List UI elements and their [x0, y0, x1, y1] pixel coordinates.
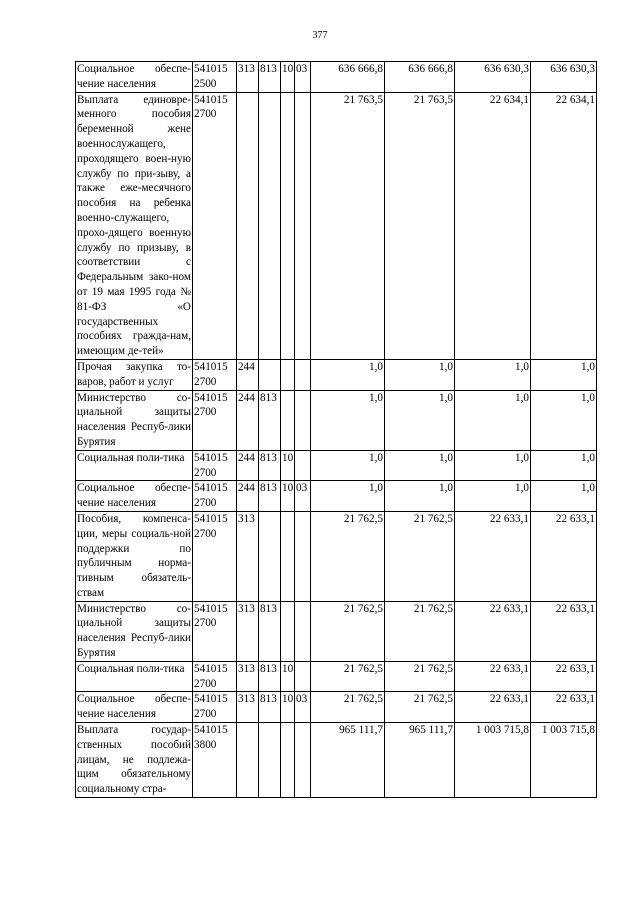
row-value-4: 1,0 [531, 481, 597, 512]
row-csr: 541015 3800 [193, 723, 237, 798]
row-value-4: 22 633,1 [531, 601, 597, 661]
row-name: Прочая закупка то-варов, работ и услуг [76, 359, 193, 390]
row-value-2: 21 762,5 [385, 601, 455, 661]
row-csr: 541015 2700 [193, 450, 237, 481]
row-csr: 541015 2700 [193, 92, 237, 359]
row-vr: 244 [237, 390, 259, 450]
row-rz [281, 92, 295, 359]
row-vr: 313 [237, 661, 259, 692]
row-csr: 541015 2700 [193, 481, 237, 512]
row-value-1: 21 762,5 [311, 601, 385, 661]
row-pr [295, 359, 311, 390]
table-row [76, 390, 597, 450]
row-value-4: 1 003 715,8 [531, 723, 597, 798]
row-value-1: 1,0 [311, 481, 385, 512]
row-rz [281, 359, 295, 390]
row-value-4: 22 633,1 [531, 511, 597, 601]
budget-table [75, 61, 597, 798]
table-row [76, 450, 597, 481]
row-vr: 244 [237, 450, 259, 481]
row-name: Министерство со-циальной защиты населения Респуб-лики Бурятия [76, 601, 193, 661]
row-csr: 541015 2700 [193, 511, 237, 601]
row-value-4: 22 634,1 [531, 92, 597, 359]
row-value-1: 1,0 [311, 359, 385, 390]
row-pr: 03 [295, 62, 311, 93]
row-vr [237, 92, 259, 359]
table-row [76, 92, 597, 359]
row-pr: 03 [295, 692, 311, 723]
row-value-1: 965 111,7 [311, 723, 385, 798]
row-name: Социальное обеспе-чение населения [76, 692, 193, 723]
row-value-3: 1,0 [455, 481, 531, 512]
table-row [76, 723, 597, 798]
table-row [76, 511, 597, 601]
row-value-3: 22 634,1 [455, 92, 531, 359]
row-value-1: 1,0 [311, 450, 385, 481]
row-pr [295, 723, 311, 798]
row-grbs [259, 359, 281, 390]
row-grbs [259, 511, 281, 601]
row-rz [281, 390, 295, 450]
row-value-2: 1,0 [385, 390, 455, 450]
row-csr: 541015 2700 [193, 661, 237, 692]
row-grbs: 813 [259, 450, 281, 481]
row-csr: 541015 2700 [193, 601, 237, 661]
row-value-3: 1 003 715,8 [455, 723, 531, 798]
table-row [76, 481, 597, 512]
row-value-3: 1,0 [455, 390, 531, 450]
row-csr: 541015 2700 [193, 692, 237, 723]
row-value-1: 21 763,5 [311, 92, 385, 359]
row-rz: 10 [281, 692, 295, 723]
row-vr: 313 [237, 692, 259, 723]
row-value-2: 21 762,5 [385, 661, 455, 692]
row-value-2: 965 111,7 [385, 723, 455, 798]
row-rz [281, 723, 295, 798]
row-csr: 541015 2700 [193, 390, 237, 450]
row-grbs: 813 [259, 62, 281, 93]
row-rz: 10 [281, 661, 295, 692]
row-grbs: 813 [259, 692, 281, 723]
row-value-4: 1,0 [531, 359, 597, 390]
table-row [76, 661, 597, 692]
row-csr: 541015 2500 [193, 62, 237, 93]
row-value-2: 21 762,5 [385, 511, 455, 601]
row-value-3: 22 633,1 [455, 661, 531, 692]
row-rz: 10 [281, 62, 295, 93]
row-value-2: 636 666,8 [385, 62, 455, 93]
row-value-3: 22 633,1 [455, 692, 531, 723]
row-value-2: 1,0 [385, 450, 455, 481]
row-value-4: 1,0 [531, 450, 597, 481]
row-value-4: 636 630,3 [531, 62, 597, 93]
row-value-3: 22 633,1 [455, 601, 531, 661]
table-row [76, 359, 597, 390]
row-pr: 03 [295, 481, 311, 512]
row-grbs: 813 [259, 661, 281, 692]
row-grbs: 813 [259, 390, 281, 450]
row-value-2: 1,0 [385, 359, 455, 390]
row-value-4: 1,0 [531, 390, 597, 450]
row-value-2: 21 763,5 [385, 92, 455, 359]
row-vr: 313 [237, 511, 259, 601]
row-pr [295, 601, 311, 661]
row-value-1: 636 666,8 [311, 62, 385, 93]
row-pr [295, 661, 311, 692]
row-name: Выплата государ-ственных пособий лицам, не подлежа-щим обязательному социальному стра- [76, 723, 193, 798]
page-number: 377 [312, 30, 328, 41]
row-value-1: 21 762,5 [311, 661, 385, 692]
row-pr [295, 450, 311, 481]
row-grbs: 813 [259, 601, 281, 661]
table-row [76, 62, 597, 93]
row-value-3: 1,0 [455, 450, 531, 481]
row-rz [281, 511, 295, 601]
row-name: Социальная поли-тика [76, 450, 193, 481]
row-name: Социальное обеспе-чение населения [76, 62, 193, 93]
row-name: Выплата единовре-менного пособия беременной жене военнослужащего, проходящего воен-ную службу по при-зыву, а также еже-месячного пособия на ребенка военно-служащего, прохо-дящего военную службу по призыву, в соответствии с Федеральным зако-ном от 19 мая 1995 года № 81-ФЗ «О государственных пособиях гражда-нам, имеющим де-тей» [76, 92, 193, 359]
row-value-2: 21 762,5 [385, 692, 455, 723]
row-value-1: 21 762,5 [311, 511, 385, 601]
row-vr: 244 [237, 359, 259, 390]
row-rz [281, 601, 295, 661]
table-row [76, 601, 597, 661]
row-grbs [259, 723, 281, 798]
row-vr: 313 [237, 62, 259, 93]
row-grbs: 813 [259, 481, 281, 512]
row-rz: 10 [281, 481, 295, 512]
table-row [76, 692, 597, 723]
row-pr [295, 92, 311, 359]
row-value-3: 22 633,1 [455, 511, 531, 601]
row-name: Пособия, компенса-ции, меры социаль-ной поддержки по публичным норма-тивным обязатель-ствам [76, 511, 193, 601]
row-value-3: 1,0 [455, 359, 531, 390]
row-vr: 313 [237, 601, 259, 661]
row-value-3: 636 630,3 [455, 62, 531, 93]
row-pr [295, 511, 311, 601]
row-pr [295, 390, 311, 450]
row-csr: 541015 2700 [193, 359, 237, 390]
row-value-1: 21 762,5 [311, 692, 385, 723]
row-value-2: 1,0 [385, 481, 455, 512]
row-name: Социальное обеспе-чение населения [76, 481, 193, 512]
row-value-4: 22 633,1 [531, 692, 597, 723]
row-vr: 244 [237, 481, 259, 512]
row-grbs [259, 92, 281, 359]
row-rz: 10 [281, 450, 295, 481]
row-vr [237, 723, 259, 798]
row-value-1: 1,0 [311, 390, 385, 450]
row-name: Министерство со-циальной защиты населения Респуб-лики Бурятия [76, 390, 193, 450]
row-value-4: 22 633,1 [531, 661, 597, 692]
row-name: Социальная поли-тика [76, 661, 193, 692]
